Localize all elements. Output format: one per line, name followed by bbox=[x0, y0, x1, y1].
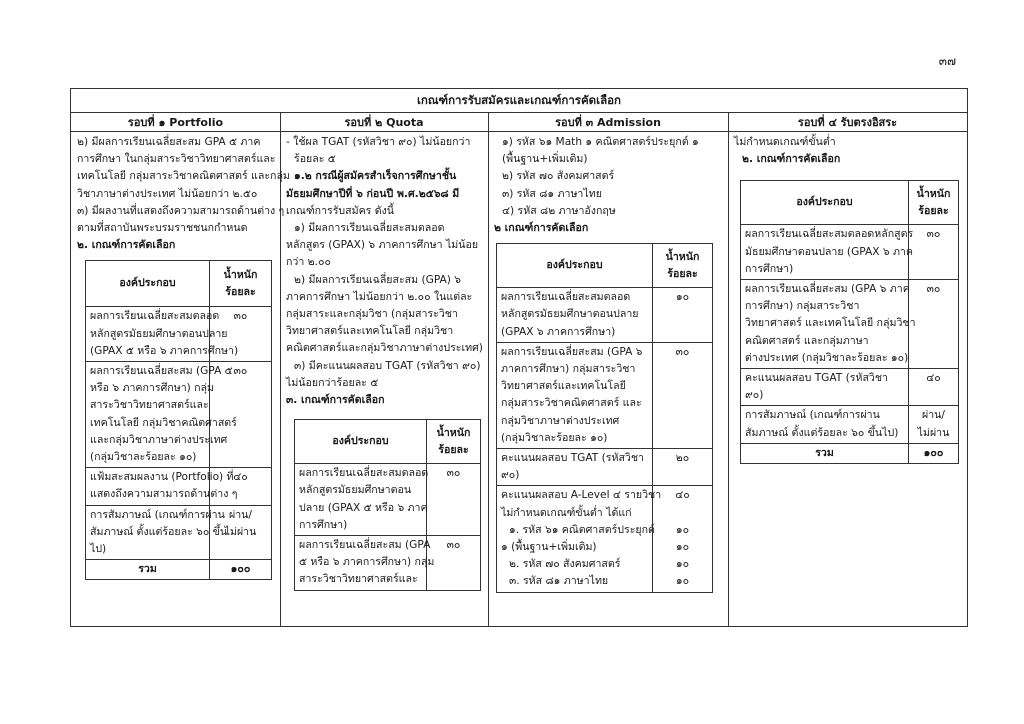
cell-line: ๑๐ bbox=[675, 523, 690, 536]
cell-line: ผลการเรียนเฉลี่ยสะสม (GPA ๖ ภาค bbox=[745, 283, 910, 296]
cell-line: คะแนนผลสอบ A-Level ๔ รายวิชา bbox=[501, 489, 662, 502]
round-3-column bbox=[488, 132, 728, 626]
cell-line: กลุ่มสาระวิชาคณิตศาสตร์ และ bbox=[501, 397, 642, 410]
cell-line: ๒. รหัส ๗๐ สังคมศาสตร์ bbox=[509, 558, 621, 571]
text-line: เกณฑ์การรับสมัคร ดังนี้ bbox=[286, 204, 395, 217]
cell-line: ผ่าน/ bbox=[922, 409, 945, 422]
cell-line: สัมภาษณ์ ตั้งแต่ร้อยละ ๖๐ ขึ้น bbox=[90, 525, 228, 538]
cell-line: ต่างประเทศ (กลุ่มวิชาละร้อยละ ๑๐) bbox=[745, 351, 909, 364]
text-line: ๓) มีผลงานที่แสดงถึงความสามารถด้านต่าง ๆ bbox=[77, 204, 285, 217]
text-line: เทคโนโลยี กลุ่มสาระวิชาคณิตศาสตร์ และกลุ่ม bbox=[77, 170, 290, 183]
cell-line: สาระวิชาวิทยาศาสตร์และ bbox=[90, 399, 209, 412]
weight-header bbox=[210, 261, 272, 307]
cell-line: หลักสูตรมัธยมศึกษาตอน bbox=[299, 484, 412, 497]
round-4-header: รอบที่ ๔ รับตรงอิสระ bbox=[728, 113, 967, 132]
weight-cell: ๔๐ bbox=[909, 369, 959, 406]
cell-line: (กลุ่มวิชาละร้อยละ ๑๐) bbox=[90, 451, 197, 464]
total-value: ๑๐๐ bbox=[909, 443, 959, 463]
text-line: ๒) มีผลการเรียนเฉลี่ยสะสม (GPA) ๖ bbox=[294, 273, 462, 286]
weight-header-line: น้ำหนัก bbox=[223, 268, 258, 281]
text-line: ๑) รหัส ๖๑ Math ๑ คณิตศาสตร์ประยุกต์ ๑ bbox=[502, 136, 699, 148]
text-line: วิทยาศาสตร์และเทคโนโลยี กลุ่มวิชา bbox=[286, 325, 454, 338]
component-cell bbox=[86, 468, 238, 505]
component-cell bbox=[497, 486, 662, 592]
table-row bbox=[295, 536, 481, 591]
cell-line: ผลการเรียนเฉลี่ยสะสมตลอด bbox=[299, 467, 429, 480]
table-row bbox=[741, 225, 959, 280]
cell-line: การศึกษา) bbox=[745, 262, 794, 275]
cell-line: ๑. รหัส ๖๑ คณิตศาสตร์ประยุกต์ bbox=[509, 523, 655, 536]
round-1-weight-table bbox=[85, 260, 272, 580]
cell-line: ๑ (พื้นฐาน+เพิ่มเติม) bbox=[501, 541, 597, 554]
table-row bbox=[741, 280, 959, 369]
cell-line: คณิตศาสตร์ และกลุ่มภาษา bbox=[745, 334, 869, 347]
section-heading: ๓. เกณฑ์การคัดเลือก bbox=[286, 394, 385, 407]
cell-line: ไป) bbox=[90, 543, 107, 556]
cell-line: ๕ หรือ ๖ ภาคการศึกษา) กลุ่ม bbox=[299, 556, 435, 569]
weight-header-line: น้ำหนัก bbox=[916, 187, 951, 200]
weight-header bbox=[427, 420, 481, 464]
text-line: หลักสูตร (GPAX) ๖ ภาคการศึกษา ไม่น้อย bbox=[286, 239, 479, 252]
table-row bbox=[497, 288, 713, 343]
text-line: - ใช้ผล TGAT (รหัสวิชา ๙๐) ไม่น้อยกว่า bbox=[286, 136, 471, 148]
cell-line: สัมภาษณ์ ตั้งแต่ร้อยละ ๖๐ ขึ้นไป) bbox=[745, 426, 899, 439]
criteria-table bbox=[70, 88, 968, 627]
component-cell bbox=[497, 342, 653, 448]
component-header: องค์ประกอบ bbox=[497, 244, 653, 288]
cell-line: ๑๐ bbox=[675, 575, 690, 588]
cell-line: และกลุ่มวิชาภาษาต่างประเทศ bbox=[90, 433, 228, 446]
cell-line: ผลการเรียนเฉลี่ยสะสมตลอด bbox=[90, 310, 220, 323]
weight-header-line: ร้อยละ bbox=[667, 267, 698, 280]
weight-header-line: ร้อยละ bbox=[918, 204, 949, 217]
cell-line: ผลการเรียนเฉลี่ยสะสม (GPA ๕ bbox=[90, 365, 233, 378]
weight-cell: ๑๐ bbox=[653, 288, 713, 343]
component-cell bbox=[741, 225, 914, 280]
component-header: องค์ประกอบ bbox=[86, 261, 210, 307]
section-heading: ๒. เกณฑ์การคัดเลือก bbox=[77, 239, 176, 252]
component-cell bbox=[295, 536, 435, 591]
cell-line: ผลการเรียนเฉลี่ยสะสม (GPA ๖ bbox=[501, 345, 643, 358]
weight-cell: ๔๐ bbox=[210, 468, 272, 505]
weight-header bbox=[653, 244, 713, 288]
round-4-weight-table bbox=[740, 180, 959, 464]
cell-line: ไม่กำหนดเกณฑ์ขั้นต่ำ ได้แก่ bbox=[501, 506, 632, 519]
table-row bbox=[86, 468, 272, 505]
cell-line: ๙๐) bbox=[745, 389, 764, 402]
text-line: วิชาภาษาต่างประเทศ ไม่น้อยกว่า ๒.๕๐ bbox=[77, 187, 258, 200]
cell-line: การสัมภาษณ์ (เกณฑ์การผ่าน bbox=[745, 409, 880, 422]
cell-line: ผลการเรียนเฉลี่ยสะสม (GPA bbox=[299, 539, 431, 552]
text-line: กลุ่มสาระและกลุ่มวิชา (กลุ่มสาระวิชา bbox=[286, 308, 458, 321]
cell-line: ไม่ผ่าน bbox=[224, 525, 257, 538]
table-row bbox=[86, 505, 272, 560]
text-line: การศึกษา ในกลุ่มสาระวิชาวิทยาศาสตร์และ bbox=[77, 153, 276, 166]
component-header: องค์ประกอบ bbox=[741, 181, 909, 225]
round-3-header: รอบที่ ๓ Admission bbox=[488, 113, 728, 132]
component-cell bbox=[86, 505, 228, 560]
text-line: ๔) รหัส ๘๒ ภาษาอังกฤษ bbox=[502, 204, 616, 217]
weight-cell: ๒๐ bbox=[653, 449, 713, 486]
cell-line: ๔๐ bbox=[675, 489, 690, 502]
weight-cell: ๓๐ bbox=[427, 464, 481, 536]
cell-line: (GPAX ๕ หรือ ๖ ภาคการศึกษา) bbox=[90, 344, 239, 357]
table-row bbox=[741, 406, 959, 443]
cell-line: ๑๐ bbox=[675, 541, 690, 554]
component-cell bbox=[741, 369, 909, 406]
total-value: ๑๐๐ bbox=[210, 560, 272, 580]
table-row bbox=[741, 369, 959, 406]
cell-line: ๓. รหัส ๘๑ ภาษาไทย bbox=[509, 575, 609, 588]
cell-line: สาระวิชาวิทยาศาสตร์และ bbox=[299, 573, 418, 586]
page-number: ๓๗ bbox=[938, 54, 956, 68]
weight-cell: ๓๐ bbox=[210, 362, 272, 468]
round-2-header: รอบที่ ๒ Quota bbox=[280, 113, 488, 132]
weight-header-line: ร้อยละ bbox=[225, 285, 256, 298]
weight-cell: ๓๐ bbox=[210, 307, 272, 362]
component-cell bbox=[86, 362, 237, 468]
table-row bbox=[497, 449, 713, 486]
weight-header-line: น้ำหนัก bbox=[436, 426, 471, 439]
cell-line: ภาคการศึกษา) กลุ่มสาระวิชา bbox=[501, 363, 636, 376]
cell-line: แสดงถึงความสามารถด้านต่าง ๆ bbox=[90, 488, 238, 501]
cell-line: หลักสูตรมัธยมศึกษาตอนปลาย bbox=[90, 327, 228, 340]
table-row bbox=[497, 486, 713, 592]
weight-cell bbox=[653, 486, 713, 592]
cell-line: หลักสูตรมัธยมศึกษาตอนปลาย bbox=[501, 308, 639, 321]
weight-cell bbox=[909, 406, 959, 443]
text-line: ๒) รหัส ๗๐ สังคมศาสตร์ bbox=[502, 170, 615, 183]
section-heading: ๒ เกณฑ์การคัดเลือก bbox=[494, 222, 589, 235]
component-cell bbox=[295, 464, 427, 536]
weight-cell: ๓๐ bbox=[909, 280, 959, 369]
text-line: ตามที่สถาบันพระบรมราชชนกกำหนด bbox=[77, 222, 248, 235]
cell-line: คะแนนผลสอบ TGAT (รหัสวิชา bbox=[745, 372, 889, 385]
weight-header-line: ร้อยละ bbox=[438, 443, 469, 456]
round-4-column bbox=[728, 132, 967, 626]
cell-line: กลุ่มวิชาภาษาต่างประเทศ bbox=[501, 414, 620, 427]
cell-line: ๙๐) bbox=[501, 469, 520, 482]
cell-line: คะแนนผลสอบ TGAT (รหัสวิชา bbox=[501, 452, 645, 465]
table-title: เกณฑ์การรับสมัครและเกณฑ์การคัดเลือก bbox=[71, 89, 967, 113]
component-cell bbox=[86, 307, 239, 362]
cell-line: ๑๐ bbox=[675, 558, 690, 571]
cell-line: การสัมภาษณ์ (เกณฑ์การผ่าน bbox=[90, 508, 225, 521]
text-line: ไม่กำหนดเกณฑ์ขั้นต่ำ bbox=[734, 136, 836, 148]
cell-line: ผลการเรียนเฉลี่ยสะสมตลอด bbox=[501, 291, 631, 304]
text-line: ๑) มีผลการเรียนเฉลี่ยสะสมตลอด bbox=[294, 222, 445, 235]
section-heading: ๒. เกณฑ์การคัดเลือก bbox=[742, 153, 841, 166]
total-label: รวม bbox=[741, 443, 909, 463]
cell-line: ผ่าน/ bbox=[229, 508, 252, 521]
cell-line: (GPAX ๖ ภาคการศึกษา) bbox=[501, 325, 616, 338]
round-1-column bbox=[71, 132, 290, 626]
cell-line: เทคโนโลยี กลุ่มวิชาคณิตศาสตร์ bbox=[90, 416, 237, 429]
table-row bbox=[86, 362, 272, 468]
round-2-weight-table bbox=[294, 419, 481, 590]
text-line: ภาคการศึกษา ไม่น้อยกว่า ๒.๐๐ ในแต่ละ bbox=[286, 290, 473, 303]
text-line: ร้อยละ ๕ bbox=[294, 153, 336, 166]
text-line: ๓) มีคะแนนผลสอบ TGAT (รหัสวิชา ๙๐) bbox=[294, 359, 481, 372]
text-line: คณิตศาสตร์และกลุ่มวิชาภาษาต่างประเทศ) bbox=[286, 342, 483, 355]
cell-line: แฟ้มสะสมผลงาน (Portfolio) ที่ bbox=[90, 471, 234, 484]
cell-line: วิทยาศาสตร์ และเทคโนโลยี กลุ่มวิชา bbox=[745, 317, 916, 330]
text-line: (พื้นฐาน+เพิ่มเติม) bbox=[502, 153, 588, 166]
cell-line: ไม่ผ่าน bbox=[917, 426, 950, 439]
round-3-weight-table bbox=[496, 243, 713, 592]
total-label: รวม bbox=[86, 560, 210, 580]
round-1-header: รอบที่ ๑ Portfolio bbox=[71, 113, 280, 132]
text-line: ๓) รหัส ๘๑ ภาษาไทย bbox=[502, 187, 602, 200]
weight-header-line: น้ำหนัก bbox=[665, 250, 700, 263]
text-line-bold: ๑.๒ กรณีผู้สมัครสำเร็จการศึกษาชั้น bbox=[294, 170, 457, 183]
text-line-bold: มัธยมศึกษาปีที่ ๖ ก่อนปี พ.ศ.๒๕๖๘ มี bbox=[286, 187, 460, 200]
weight-header bbox=[909, 181, 959, 225]
cell-line: ผลการเรียนเฉลี่ยสะสมตลอดหลักสูตร bbox=[745, 228, 914, 241]
cell-line: (กลุ่มวิชาละร้อยละ ๑๐) bbox=[501, 431, 608, 444]
component-cell bbox=[497, 288, 653, 343]
cell-line: ปลาย (GPAX ๕ หรือ ๖ ภาค bbox=[299, 501, 428, 514]
text-line: กว่า ๒.๐๐ bbox=[286, 256, 331, 269]
cell-line: มัธยมศึกษาตอนปลาย (GPAX ๖ ภาค bbox=[745, 245, 913, 258]
total-row bbox=[741, 443, 959, 463]
cell-line: วิทยาศาสตร์และเทคโนโลยี bbox=[501, 380, 626, 393]
component-header: องค์ประกอบ bbox=[295, 420, 427, 464]
text-line: ไม่น้อยกว่าร้อยละ ๕ bbox=[286, 376, 379, 389]
component-cell bbox=[741, 280, 916, 369]
cell-line: การศึกษา) bbox=[299, 518, 348, 531]
cell-line: หรือ ๖ ภาคการศึกษา) กลุ่ม bbox=[90, 382, 215, 395]
round-2-column bbox=[280, 132, 488, 626]
component-cell bbox=[741, 406, 909, 443]
weight-cell: ๓๐ bbox=[909, 225, 959, 280]
component-cell bbox=[497, 449, 653, 486]
table-row bbox=[86, 307, 272, 362]
table-row bbox=[497, 342, 713, 448]
total-row bbox=[86, 560, 272, 580]
weight-cell: ๓๐ bbox=[427, 536, 481, 591]
table-row bbox=[295, 464, 481, 536]
text-line: ๒) มีผลการเรียนเฉลี่ยสะสม GPA ๕ ภาค bbox=[77, 136, 261, 148]
weight-cell: ๓๐ bbox=[653, 342, 713, 448]
cell-line: การศึกษา) กลุ่มสาระวิชา bbox=[745, 300, 860, 313]
